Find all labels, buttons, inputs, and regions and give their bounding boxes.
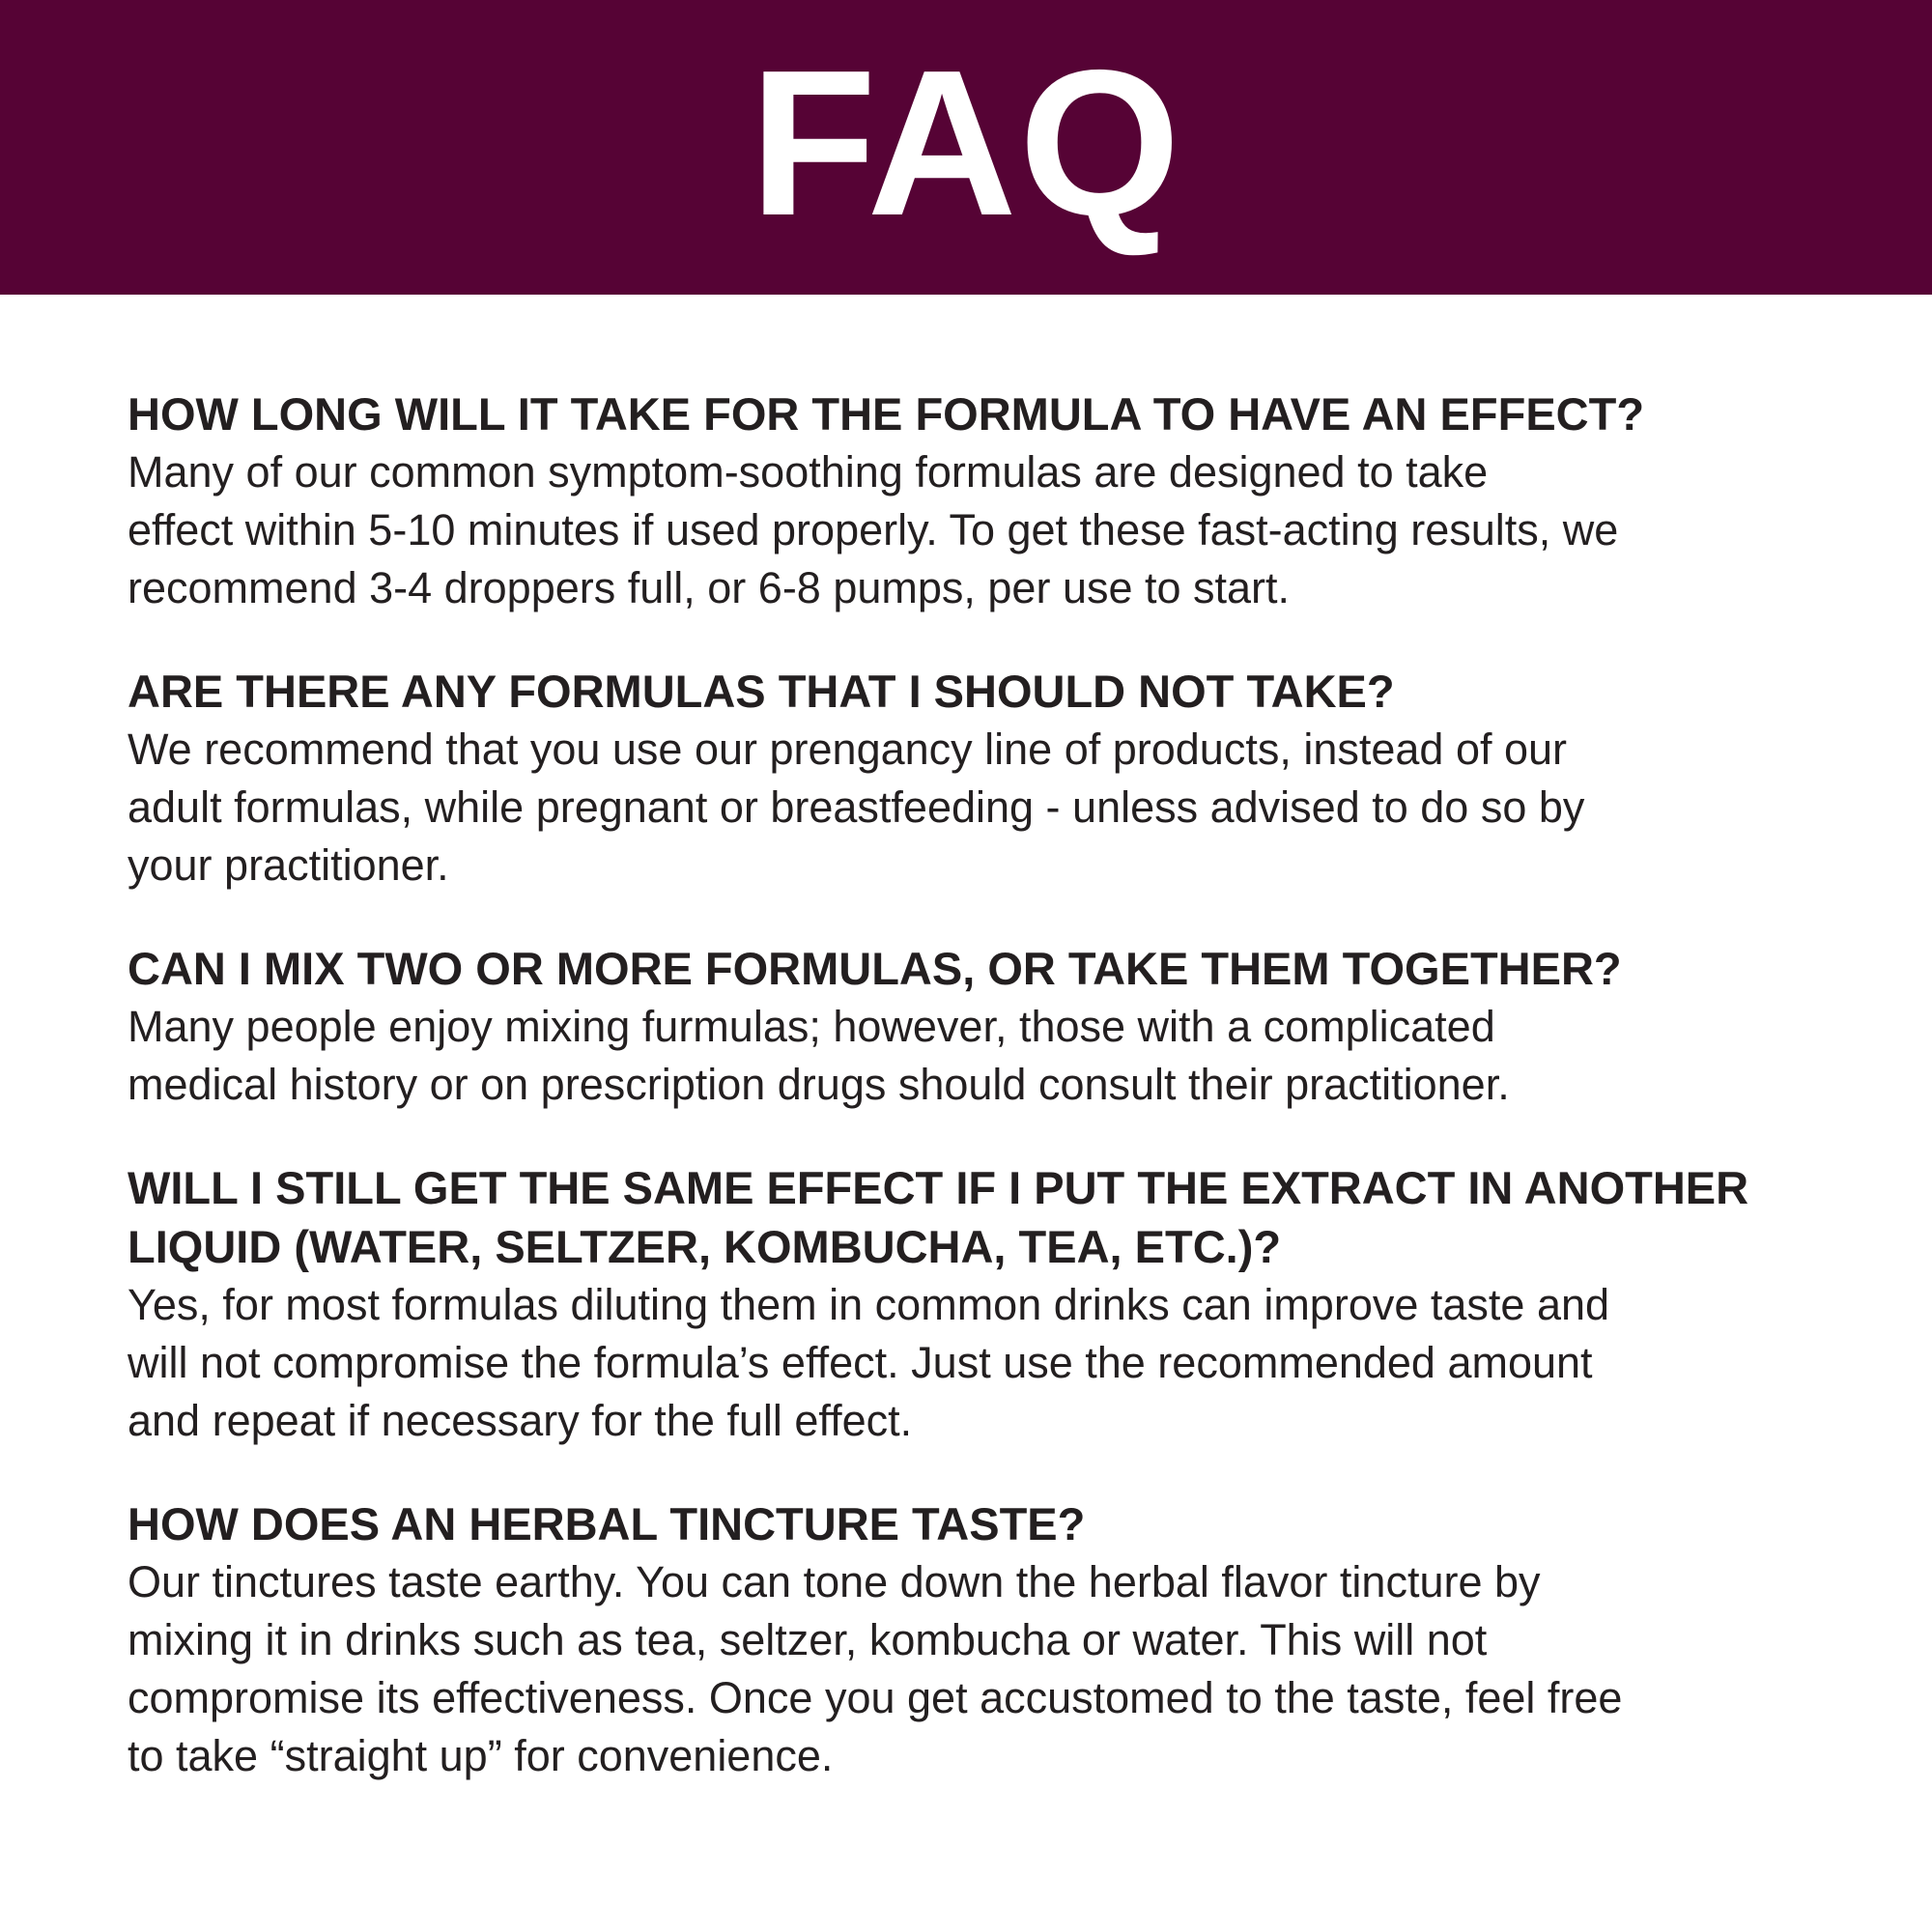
faq-question: CAN I MIX TWO OR MORE FORMULAS, OR TAKE THEM TOGETHER? — [128, 943, 1622, 994]
faq-question: HOW DOES AN HERBAL TINCTURE TASTE? — [128, 1498, 1086, 1549]
faq-answer: Yes, for most formulas diluting them in common drinks can improve taste and will not compromise the formula’s effect. Just use the recommended amount and repeat if necessary for the full effect. — [128, 1280, 1610, 1445]
faq-item — [128, 1158, 1837, 1450]
faq-item — [128, 384, 1837, 617]
faq-question: ARE THERE ANY FORMULAS THAT I SHOULD NOT TAKE? — [128, 666, 1395, 717]
faq-list — [128, 384, 1837, 1830]
faq-answer: Many of our common symptom-soothing formulas are designed to take effect within 5-10 minutes if used properly. To get these fast-acting results, we recommend 3-4 droppers full, or 6-8 pumps, per use to start. — [128, 447, 1619, 612]
faq-answer: Many people enjoy mixing furmulas; however, those with a complicated medical history or on prescription drugs should consult their practitioner. — [128, 1002, 1510, 1109]
page-title: FAQ — [750, 26, 1182, 259]
faq-item — [128, 939, 1837, 1114]
faq-question: HOW LONG WILL IT TAKE FOR THE FORMULA TO HAVE AN EFFECT? — [128, 388, 1645, 440]
faq-answer: Our tinctures taste earthy. You can tone down the herbal flavor tincture by mixing it in drinks such as tea, seltzer, kombucha or water. This will not compromise its effectiveness. Once you get accustomed to the taste, feel free to take “straight up” for convenience. — [128, 1557, 1623, 1780]
faq-item — [128, 662, 1837, 895]
faq-answer: We recommend that you use our prengancy line of products, instead of our adult formulas, while pregnant or breastfeeding - unless advised to do so by your practitioner. — [128, 724, 1585, 890]
faq-item — [128, 1494, 1837, 1785]
header-banner — [0, 0, 1932, 295]
faq-question: WILL I STILL GET THE SAME EFFECT IF I PUT THE EXTRACT IN ANOTHER LIQUID (WATER, SELTZER, KOMBUCHA, TEA, ETC.)? — [128, 1162, 1749, 1272]
